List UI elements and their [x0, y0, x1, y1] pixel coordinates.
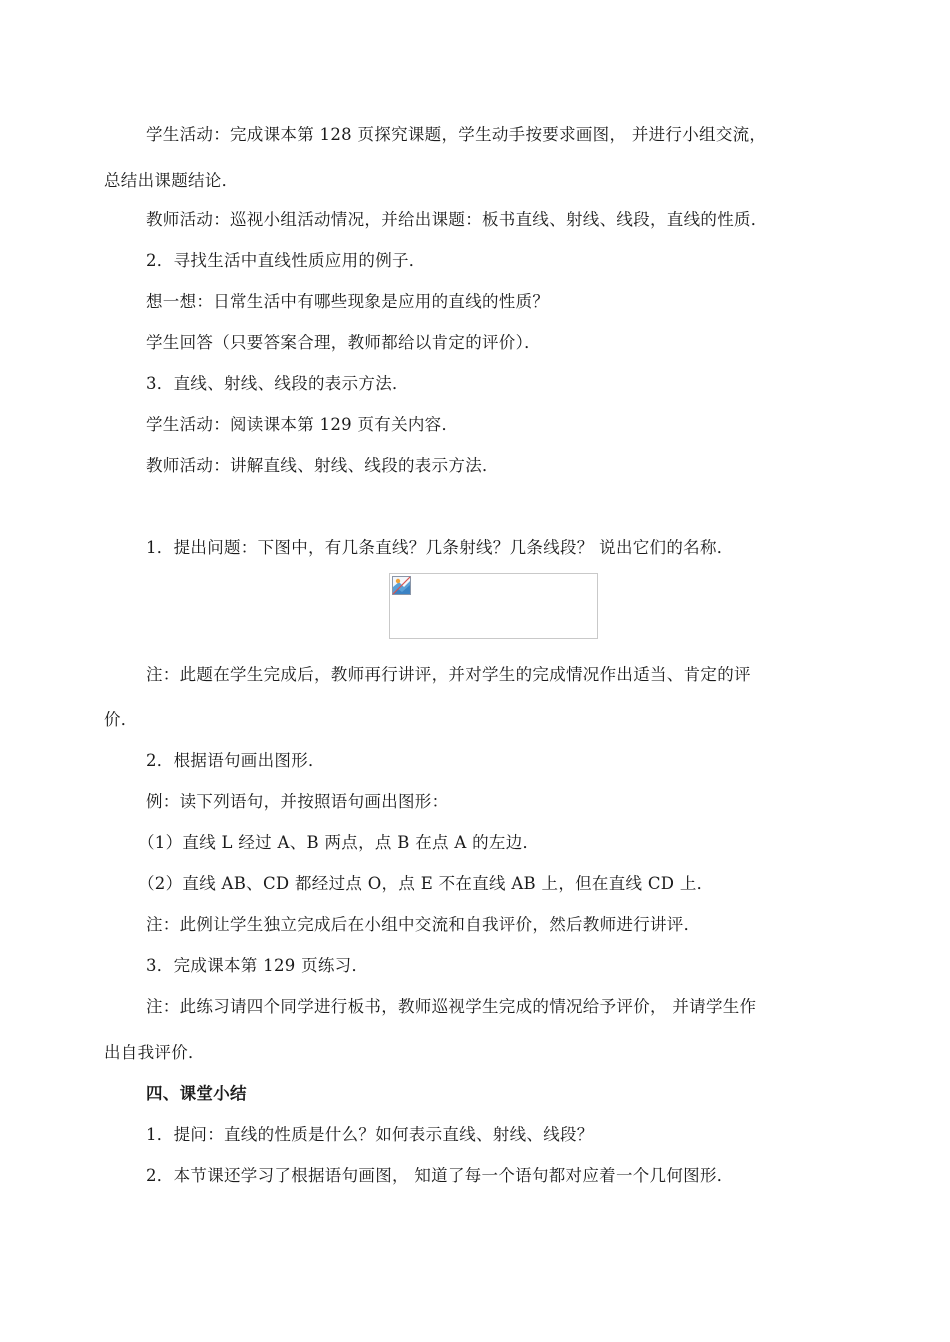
figure-placeholder: [389, 573, 598, 639]
paragraph: 1．提问：直线的性质是什么？如何表示直线、射线、线段？: [146, 1125, 594, 1144]
paragraph: 想一想：日常生活中有哪些现象是应用的直线的性质？: [146, 292, 550, 311]
paragraph: 教师活动：巡视小组活动情况，并给出课题：板书直线、射线、线段，直线的性质．: [146, 210, 768, 229]
paragraph: 总结出课题结论．: [104, 171, 239, 190]
paragraph: 2．寻找生活中直线性质应用的例子．: [146, 251, 426, 270]
paragraph: 出自我评价．: [104, 1043, 205, 1062]
paragraph: 注：此例让学生独立完成后在小组中交流和自我评价，然后教师进行讲评．: [146, 915, 701, 934]
paragraph: 注：此题在学生完成后，教师再行讲评，并对学生的完成情况作出适当、肯定的评: [146, 665, 751, 684]
paragraph: 学生回答（只要答案合理，教师都给以肯定的评价）．: [146, 333, 541, 352]
broken-image-icon: [392, 576, 411, 595]
paragraph: 学生活动：完成课本第 128 页探究课题，学生动手按要求画图， 并进行小组交流，: [146, 125, 767, 144]
paragraph: 教师活动：讲解直线、射线、线段的表示方法．: [146, 456, 499, 475]
paragraph: 注：此练习请四个同学进行板书，教师巡视学生完成的情况给予评价， 并请学生作: [146, 997, 757, 1016]
paragraph: （2）直线 AB、CD 都经过点 O，点 E 不在直线 AB 上，但在直线 CD 上．: [138, 874, 714, 893]
paragraph: 3．直线、射线、线段的表示方法．: [146, 374, 409, 393]
paragraph: 2．本节课还学习了根据语句画图， 知道了每一个语句都对应着一个几何图形．: [146, 1166, 734, 1185]
paragraph: 例：读下列语句，并按照语句画出图形：: [146, 792, 449, 811]
paragraph: 3．完成课本第 129 页练习．: [146, 956, 369, 975]
paragraph: 1．提出问题：下图中，有几条直线？几条射线？几条线段？ 说出它们的名称．: [146, 538, 734, 557]
paragraph: 学生活动：阅读课本第 129 页有关内容．: [146, 415, 459, 434]
paragraph: （1）直线 L 经过 A、B 两点，点 B 在点 A 的左边．: [138, 833, 540, 852]
section-heading: 四、课堂小结: [146, 1084, 247, 1103]
paragraph: 价．: [104, 710, 138, 729]
paragraph: 2．根据语句画出图形．: [146, 751, 325, 770]
